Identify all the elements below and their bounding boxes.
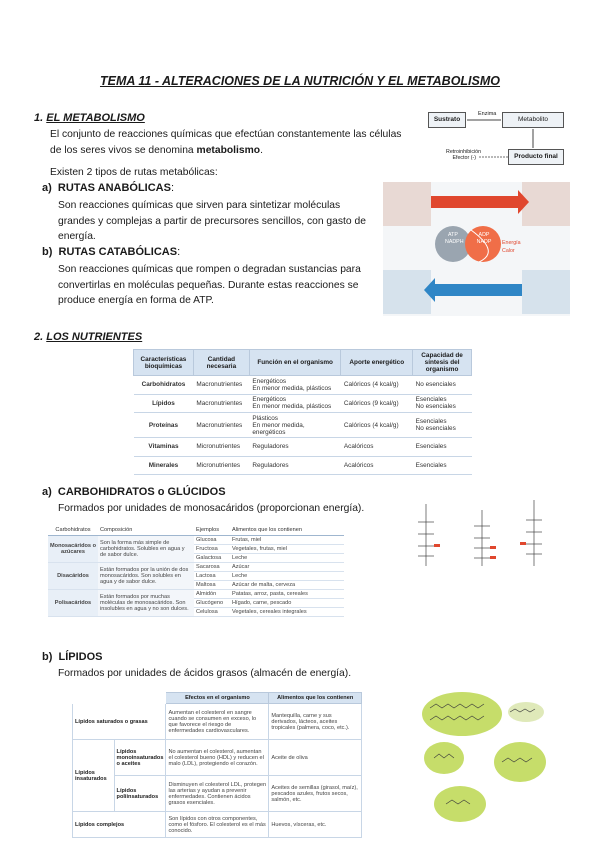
- intro-line-1: El conjunto de reacciones químicas que efectúan constantemente las células: [50, 129, 402, 140]
- nutrients-cell: Lípidos: [134, 394, 194, 413]
- lipids-heading: b) LÍPIDOS: [42, 651, 103, 663]
- nutrients-cell: Plásticos En menor medida, energéticos: [249, 413, 341, 438]
- carbs-example: Glucosa: [194, 535, 230, 544]
- nutrients-cell: Calóricos (4 kcal/g): [341, 376, 413, 395]
- lipid-row-complex: Lípidos complejos Son lípidos con otros componentes, como el fósforo. El colesterol es el más conocido. Huevos, vísceras, etc.: [73, 812, 362, 838]
- section-heading-nutrientes: 2. LOS NUTRIENTES: [34, 331, 143, 343]
- nutrients-cell: Esenciales: [413, 456, 472, 475]
- carbs-example: Galactosa: [194, 553, 230, 562]
- catabolic-heading: b) RUTAS CATABÓLICAS:: [42, 246, 181, 258]
- metabolism-cycle-svg: [383, 182, 570, 316]
- carbs-description: Formados por unidades de monosacáridos (proporcionan energía).: [58, 503, 365, 514]
- nutrients-cell: Micronutrientes: [193, 456, 249, 475]
- nutrients-cell: Reguladores: [249, 438, 341, 457]
- intro-line-2: de los seres vivos se denomina metabolismo.: [50, 144, 263, 156]
- nutrients-cell: Calóricos (9 kcal/g): [341, 394, 413, 413]
- producto-final-box: Producto final: [508, 149, 564, 165]
- carbs-example: Glucógeno: [194, 598, 230, 607]
- nutrients-table-header: Características bioquímicas Cantidad necesaria Función en el organismo Aporte energético Capacidad de síntesis del organismo: [134, 350, 472, 376]
- lipid-row-mono: Lípidos insaturados Lípidos monoinsaturados o aceites No aumentan el colesterol, aumentan el colesterol bueno (HDL) y reducen el malo (LDL), protegiendo el corazón. Aceite de oliva: [73, 740, 362, 776]
- carbs-row: [48, 589, 344, 598]
- nutrients-cell: Reguladores: [249, 456, 341, 475]
- carbs-foods: Patatas, arroz, pasta, cereales: [230, 589, 344, 598]
- cycle-right-labels: ADP NADP: [476, 232, 492, 245]
- nutrients-table: [133, 349, 472, 475]
- carbs-table: Carbohidratos Composición Ejemplos Alimentos que los contienen Monosacáridos o azúcares Son la forma más simple de carbohidratos. Solubles en agua y de sabor dulce. Glucosa Frutas, miel Fructosa Vegetales, frutas, miel Galactosa Leche Disacáridos Están formados por la unión de dos monosacáridos. Son solubles en agua y de sabor dulce. Sacarosa Azúcar Lactosa Leche Maltosa Azúcar de malta, cerveza Polisacáridos Están formados por muchas moléculas de monosacáridos. Son insolubles en agua y no son dulces. Almidón Patatas, arroz, pasta, cereales Glucógeno Hígado, carne, pescado Celulosa Vegetales, cereales integrales: [48, 526, 344, 617]
- carbs-foods: Leche: [230, 571, 344, 580]
- nutrients-cell: No esenciales: [413, 376, 472, 395]
- metabolism-intro: [50, 127, 410, 158]
- nutrients-cell: Carbohidratos: [134, 376, 194, 395]
- carbs-example: Sacarosa: [194, 562, 230, 571]
- metabolito-box: Metabolito: [502, 112, 564, 128]
- lipids-table: Efectos en el organismo Alimentos que los contienen Lípidos saturados o grasas Aumentan el colesterol en sangre cuando se consumen en exceso, lo que favorece el riesgo de enfermedades cardiovasculares. Mantequilla, carne y sus derivados, lácteos, aceites tropicales (palmera, coco, etc.). Lípidos insaturados Lípidos monoinsaturados o aceites No aumentan el colesterol, aumentan el colesterol bueno (HDL) y reducen el malo (LDL), protegiendo el corazón. Aceite de oliva Lípidos poliinsaturados Disminuyen el colesterol LDL, protegen las arterias y ayudan a prevenir enfermedades. Contienen ácidos grasos esenciales. Aceites de semillas (girasol, maíz), pescados azules, frutos secos, salmón, etc. Lípidos complejos Son lípidos con otros componentes, como el fósforo. El colesterol es el más conocido. Huevos, vísceras, etc.: [72, 692, 362, 838]
- carbs-category: Monosacáridos o azúcares: [48, 535, 98, 562]
- cycle-left-labels: ATP NADPH: [445, 232, 464, 245]
- page-title: TEMA 11 - ALTERACIONES DE LA NUTRICIÓN Y EL METABOLISMO: [99, 74, 501, 88]
- carbs-foods: Azúcar: [230, 562, 344, 571]
- carbs-foods: Azúcar de malta, cerveza: [230, 580, 344, 589]
- lipid-row-poly: Lípidos poliinsaturados Disminuyen el colesterol LDL, protegen las arterias y ayudan a prevenir enfermedades. Contienen ácidos grasos esenciales. Aceites de semillas (girasol, maíz), pescados azules, frutos secos, salmón, etc.: [73, 776, 362, 812]
- catabolic-text: Son reacciones químicas que rompen o degradan sustancias para convertirlas en moléculas pequeñas. Durante estas reacciones se produce energía en forma de ATP.: [58, 264, 361, 307]
- heat-label: Calor: [502, 248, 515, 254]
- retroinhibition-label: Retroinhibición Efector (-): [446, 149, 482, 161]
- carbs-foods: Vegetales, cereales integrales: [230, 607, 344, 616]
- carbs-composition: Están formados por muchas moléculas de monosacáridos. Son insolubles en agua y no son dulces.: [98, 589, 194, 616]
- nutrients-cell: Acalóricos: [341, 438, 413, 457]
- carbs-example: Celulosa: [194, 607, 230, 616]
- carbs-foods: Vegetales, frutas, miel: [230, 544, 344, 553]
- nutrients-cell: Energéticos En menor medida, plásticos: [249, 394, 341, 413]
- carbs-foods: Leche: [230, 553, 344, 562]
- nutrients-cell: Energéticos En menor medida, plásticos: [249, 376, 341, 395]
- carbs-heading: a) CARBOHIDRATOS o GLÚCIDOS: [42, 486, 226, 498]
- carbs-category: Disacáridos: [48, 562, 98, 589]
- carbs-example: Maltosa: [194, 580, 230, 589]
- carbs-composition: Son la forma más simple de carbohidratos. Solubles en agua y de sabor dulce.: [98, 535, 194, 562]
- carbs-example: Fructosa: [194, 544, 230, 553]
- lipids-description: Formados por unidades de ácidos grasos (almacén de energía).: [58, 668, 352, 679]
- nutrients-row: [134, 456, 472, 475]
- carbs-composition: Están formados por la unión de dos monosacáridos. Son solubles en agua y de sabor dulce.: [98, 562, 194, 589]
- carbs-foods: Frutas, miel: [230, 535, 344, 544]
- carbs-category: Polisacáridos: [48, 589, 98, 616]
- nutrients-cell: Esenciales No esenciales: [413, 413, 472, 438]
- carbs-example: Lactosa: [194, 571, 230, 580]
- nutrients-row: [134, 438, 472, 457]
- metabolism-cycle-figure: [383, 182, 570, 316]
- section-number: 1.: [34, 112, 44, 124]
- nutrients-cell: Macronutrientes: [193, 376, 249, 395]
- lipid-molecules-illustration: [416, 686, 570, 826]
- enzima-label: Enzima: [478, 111, 497, 117]
- nutrients-cell: Proteínas: [134, 413, 194, 438]
- metabolism-term: metabolismo: [196, 144, 261, 156]
- carbs-row: [48, 562, 344, 571]
- section-title: EL METABOLISMO: [46, 112, 145, 124]
- carbs-row: [48, 535, 344, 544]
- carbs-foods: Hígado, carne, pescado: [230, 598, 344, 607]
- lipid-row-saturated: Lípidos saturados o grasas Aumentan el colesterol en sangre cuando se consumen en exceso, lo que favorece el riesgo de enfermedades cardiovasculares. Mantequilla, carne y sus derivados, lácteos, aceites tropicales (palmera, coco, etc.).: [73, 704, 362, 740]
- nutrients-cell: Calóricos (4 kcal/g): [341, 413, 413, 438]
- monosaccharide-structures: [398, 496, 570, 578]
- nutrients-cell: Macronutrientes: [193, 394, 249, 413]
- carbs-example: Almidón: [194, 589, 230, 598]
- feedback-arrows: [416, 108, 570, 178]
- nutrients-cell: Vitaminas: [134, 438, 194, 457]
- nutrients-cell: Minerales: [134, 456, 194, 475]
- nutrients-row: [134, 376, 472, 395]
- anabolic-heading: a) RUTAS ANABÓLICAS:: [42, 182, 175, 194]
- section-heading-metabolismo: [34, 112, 145, 124]
- nutrients-cell: Esenciales No esenciales: [413, 394, 472, 413]
- sustrato-box: Sustrato: [428, 112, 466, 128]
- nutrients-row: [134, 394, 472, 413]
- nutrients-cell: Acalóricos: [341, 456, 413, 475]
- types-intro: Existen 2 tipos de rutas metabólicas:: [50, 167, 218, 178]
- nutrients-cell: Esenciales: [413, 438, 472, 457]
- feedback-diagram: [416, 108, 570, 178]
- anabolic-text: Son reacciones químicas que sirven para sintetizar moléculas grandes y complejas a partir de precursores sencillos, con gasto de energía.: [58, 200, 366, 243]
- energy-label: Energía: [502, 240, 521, 246]
- nutrients-cell: Micronutrientes: [193, 438, 249, 457]
- nutrients-row: [134, 413, 472, 438]
- nutrients-cell: Macronutrientes: [193, 413, 249, 438]
